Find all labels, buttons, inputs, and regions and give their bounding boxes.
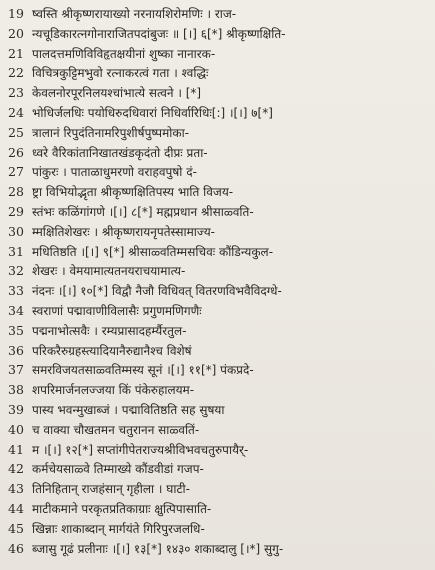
text-line (8, 63, 429, 83)
text-line (8, 459, 429, 479)
line-text: कर्मचेयसाळ्वे तिम्माख्ये कौंडवीडां गजप- (32, 462, 204, 477)
line-text: ध्वरे वैरिकांतानिखातखंडकृदंतो दीप्रः प्रता- (32, 145, 208, 160)
line-text: ष्ट्रा विभियोद्भृता श्रीकृष्णक्षितिपस्य भाति विजय- (32, 185, 234, 200)
line-number: 46 (8, 540, 24, 556)
line-number: 37 (8, 362, 24, 378)
line-text: पांकुरः । पाताळाधुमरणो वराहवपुषो दं- (32, 165, 197, 180)
line-text: खिन्नाः शाकाब्दान् मार्गयंते गिरिपुरजलधि- (32, 521, 205, 536)
text-line (8, 24, 429, 44)
text-line (8, 499, 429, 519)
line-number: 44 (8, 500, 24, 516)
line-text: शेखरः । वेमयामात्यतनयराचयामात्य- (32, 264, 186, 279)
line-text: भोधिर्जलधिः पयोधिरुदधिवारां निधिर्वारिधिः[:] ।[।] ७[*] (32, 105, 273, 120)
line-number: 20 (8, 25, 24, 41)
text-line (8, 182, 429, 202)
line-number: 19 (8, 6, 24, 21)
line-number: 35 (8, 322, 24, 338)
line-number: 27 (8, 164, 24, 180)
line-number: 22 (8, 65, 24, 81)
line-text: केवलनोरपूरनिलयश्चांभात्ये सत्वने । [*] (32, 86, 202, 101)
text-line (8, 222, 429, 242)
text-line (8, 162, 429, 182)
line-text: स्वराणां पद्मावाणीविलासैः प्रगुणमणिगणैः (32, 303, 202, 318)
text-line (8, 261, 429, 281)
text-line (8, 440, 429, 460)
line-number: 31 (8, 243, 24, 259)
line-number: 33 (8, 283, 24, 299)
line-number: 28 (8, 184, 24, 200)
line-text: त्रालानं रिपुदंतिनामरिपुशीर्षपुष्पमोका- (32, 125, 190, 140)
line-number: 45 (8, 520, 24, 536)
text-line (8, 360, 429, 380)
line-number: 23 (8, 85, 24, 101)
text-line (8, 539, 429, 559)
line-text: समरविजयतसाळ्वतिम्मस्य सूनं ।[।] ११[*] पंकप्रदे- (32, 363, 254, 378)
line-text: ष्वस्ति श्रीकृष्णरायाख्यो नरनायशिरोमणिः । राज- (32, 7, 237, 21)
line-number: 42 (8, 461, 24, 477)
line-text: पालदत्तमणिविविहृतक्षयीनां शुष्का नानारक- (32, 46, 216, 61)
text-line (8, 83, 429, 103)
line-number: 43 (8, 481, 24, 497)
line-number: 39 (8, 401, 24, 417)
line-text: शपरिमार्जनलज्जया किं पंकेरुहालयम- (32, 383, 195, 398)
line-text: तिनिहितान् राजहंसान् गृहीला । घाटी- (32, 482, 190, 497)
line-number: 25 (8, 124, 24, 140)
line-text: म्मक्षितिशेखरः । श्रीकृष्णरायनृपतेस्सामाज्य- (32, 224, 216, 239)
text-line (8, 341, 429, 361)
line-number: 34 (8, 302, 24, 318)
text-line (8, 400, 429, 420)
text-line (8, 420, 429, 440)
text-line (8, 321, 429, 341)
text-line (8, 143, 429, 163)
text-line (8, 301, 429, 321)
text-line (8, 479, 429, 499)
line-text: च वाक्या चौखतमन चतुरानन साळ्वतिं- (32, 422, 200, 437)
line-text: पद्मनाभोत्सवैः । रम्यप्रासादहर्म्यैरतुल- (32, 323, 187, 338)
line-text: मधितिष्ठति ।[।] ९[*] श्रीसाळ्वतिम्मसचिवः कौंडिन्यकुल- (32, 244, 274, 259)
line-number: 41 (8, 441, 24, 457)
line-number: 40 (8, 421, 24, 437)
text-line (8, 242, 429, 262)
line-number: 26 (8, 144, 24, 160)
line-text: स्तंभः कळिंगांगणे ।[।] ८[*] मह्मप्रधान श्रीसाळ्वति- (32, 204, 254, 219)
line-text: परिकरैरुग्रहस्त्यादियानैरुद्यानैश्च विशेषं (32, 343, 192, 358)
line-text: विचित्रकुट्टिमभुवो रत्नाकरत्वं गता । श्वद्धिः (32, 66, 209, 81)
line-number: 38 (8, 382, 24, 398)
text-line (8, 103, 429, 123)
text-line (8, 380, 429, 400)
line-text: नंदनः ।[।] १०[*] विद्वौ नैजौ विधिवत् वितरणविभवैविदग्धे- (32, 284, 282, 299)
line-text: माटीकमाने परकृतप्रतिकाग्राः क्षुत्पिपासाति- (32, 501, 212, 516)
text-line (8, 519, 429, 539)
text-line (8, 44, 429, 64)
line-number: 30 (8, 223, 24, 239)
line-text: पास्य भवन्मुखाब्जं । पद्मावितिष्ठति सह सुषया (32, 402, 225, 417)
text-line (8, 281, 429, 301)
line-number: 21 (8, 45, 24, 61)
text-line (8, 4, 429, 24)
line-text: ब्जासु गूढं प्रलीनाः ।[।] १३[*] १४३० शकाब्दालु [।*] सुगु- (32, 541, 284, 556)
line-text: म ।[।] १२[*] सप्तांगीपेतराज्यश्रीविभवचतुरुपायैर्- (32, 442, 249, 457)
line-text: न्यचूडिकारत्नगोनाराजितपदांबुजः ॥ [।] ६[*] श्रीकृष्णक्षिति- (32, 26, 286, 41)
line-number: 32 (8, 263, 24, 279)
text-line (8, 202, 429, 222)
line-number: 24 (8, 104, 24, 120)
line-number: 36 (8, 342, 24, 358)
text-line (8, 123, 429, 143)
line-number: 29 (8, 203, 24, 219)
